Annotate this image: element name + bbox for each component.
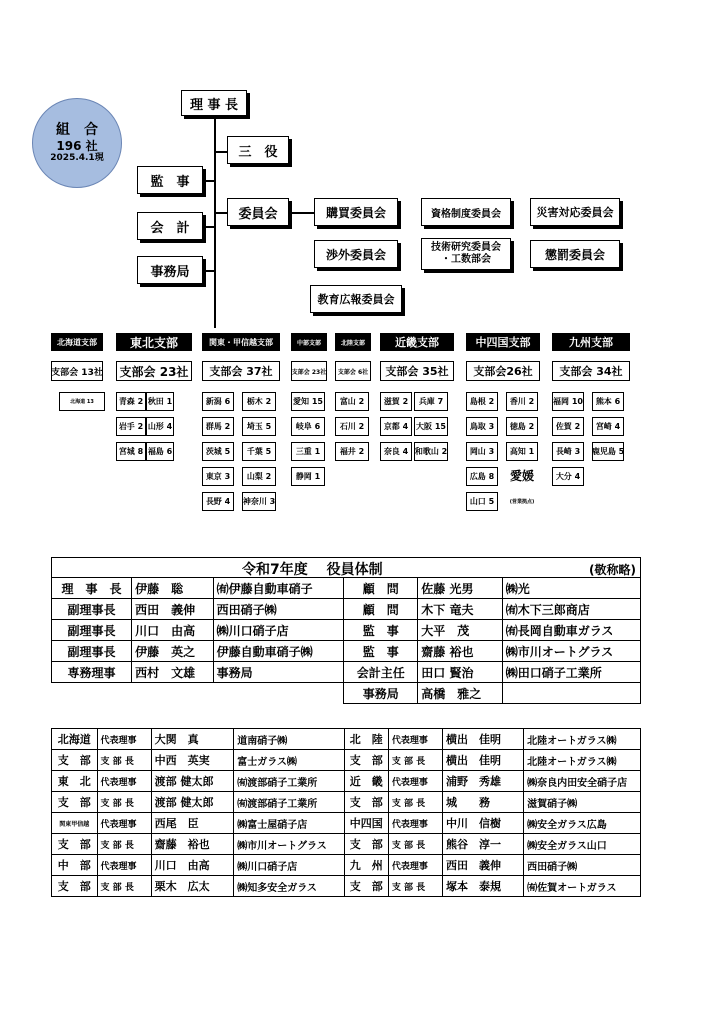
officer-cell: 高橋 雅之 xyxy=(418,683,502,704)
officer-cell: ㈱市川オートグラス xyxy=(502,641,640,662)
committee-box-tech xyxy=(421,238,511,270)
officer-cell: ㈱光 xyxy=(502,578,640,599)
officers-title-bar xyxy=(51,557,641,578)
officer-cell: 副理事長 xyxy=(52,620,132,641)
branch-officer-cell: 浦野 秀雄 xyxy=(442,771,523,792)
iinkai-box: 委員会 xyxy=(227,198,289,226)
officer-cell: 副理事長 xyxy=(52,641,132,662)
prefecture-count: 香川 2 xyxy=(506,392,538,411)
prefecture-count: 山口 5 xyxy=(466,492,498,511)
prefecture-count: 山梨 2 xyxy=(242,467,276,486)
branch-officer-cell: ㈱川口硝子店 xyxy=(234,855,344,876)
branch-officer-cell: 支 部 長 xyxy=(97,750,151,771)
branch-header: 九州支部 xyxy=(552,333,630,351)
prefecture-count: 青森 2 xyxy=(116,392,146,411)
prefecture-count: 宮崎 4 xyxy=(592,417,624,436)
org-line xyxy=(203,180,215,182)
prefecture-count: 新潟 6 xyxy=(202,392,234,411)
branch-officer-cell: 西田硝子㈱ xyxy=(524,855,641,876)
branch-officer-cell: 塚本 泰規 xyxy=(442,876,523,897)
branch-officer-cell: ㈱知多安全ガラス xyxy=(234,876,344,897)
prefecture-count: 神奈川 3 xyxy=(242,492,276,511)
officer-cell: 会計主任 xyxy=(344,662,418,683)
branch-officer-row xyxy=(52,876,641,897)
union-label: 組 合 xyxy=(56,122,98,138)
prefecture-count: 鳥取 3 xyxy=(466,417,498,436)
officer-cell: 顧 問 xyxy=(344,599,418,620)
branch-officer-cell: 代表理事 xyxy=(388,771,442,792)
branch-officer-row xyxy=(52,792,641,813)
officer-cell: 副理事長 xyxy=(52,599,132,620)
officers-table xyxy=(51,577,641,704)
officer-cell: 田口 賢治 xyxy=(418,662,502,683)
org-line xyxy=(203,226,215,228)
branch-header: 北海道支部 xyxy=(51,333,103,351)
officer-cell: ㈲伊藤自動車硝子 xyxy=(213,578,344,599)
branch-officer-cell: 道南硝子㈱ xyxy=(234,729,344,750)
branch-officer-cell: ㈱安全ガラス山口 xyxy=(524,834,641,855)
prefecture-count: 大分 4 xyxy=(552,467,584,486)
sanyaku-box: 三 役 xyxy=(227,136,289,164)
prefecture-count: 山形 4 xyxy=(146,417,174,436)
branch-officer-cell: 支 部 長 xyxy=(97,834,151,855)
branch-subcommittee: 支部会 23社 xyxy=(291,361,327,381)
union-count-badge xyxy=(32,98,122,188)
branch-officer-cell: 近 畿 xyxy=(344,771,388,792)
branch-officer-row xyxy=(52,834,641,855)
branch-officer-cell: ㈱奈良内田安全硝子店 xyxy=(524,771,641,792)
prefecture-count: 兵庫 7 xyxy=(414,392,448,411)
branch-officer-cell: ㈲渡部硝子工業所 xyxy=(234,792,344,813)
officer-cell: 佐藤 光男 xyxy=(418,578,502,599)
officer-row xyxy=(52,683,641,704)
branch-officer-cell: 支 部 xyxy=(344,792,388,813)
branch-officers-table xyxy=(51,728,641,897)
kaikei-box: 会 計 xyxy=(137,212,203,240)
branch-officer-cell: 支 部 長 xyxy=(388,792,442,813)
prefecture-count: 群馬 2 xyxy=(202,417,234,436)
branch-officer-row xyxy=(52,813,641,834)
prefecture-count: 広島 8 xyxy=(466,467,498,486)
branch-officer-cell: 齋藤 裕也 xyxy=(151,834,234,855)
branch-header: 北陸支部 xyxy=(335,333,371,351)
branch-officer-cell: 渡部 健太郎 xyxy=(151,771,234,792)
branch-officer-cell: 支 部 長 xyxy=(97,876,151,897)
org-line xyxy=(290,212,314,214)
branch-subcommittee: 支部会 13社 xyxy=(51,361,103,381)
branch-officer-cell: 川口 由高 xyxy=(151,855,234,876)
officer-cell: 伊藤 英之 xyxy=(132,641,214,662)
branch-officer-cell: ㈱市川オートグラス xyxy=(234,834,344,855)
branch-officer-cell: ㈱安全ガラス広島 xyxy=(524,813,641,834)
branch-officer-cell: 中西 英実 xyxy=(151,750,234,771)
branch-officer-cell: 横出 佳明 xyxy=(442,729,523,750)
prefecture-count: 鹿児島 5 xyxy=(592,442,624,461)
branch-officer-cell: 支 部 xyxy=(52,834,98,855)
prefecture-count: 岡山 3 xyxy=(466,442,498,461)
prefecture-count: 佐賀 2 xyxy=(552,417,584,436)
branch-header: 中部支部 xyxy=(291,333,327,351)
branch-officer-cell: 代表理事 xyxy=(97,813,151,834)
officer-cell: 齋藤 裕也 xyxy=(418,641,502,662)
branch-officer-cell: 富士ガラス㈱ xyxy=(234,750,344,771)
officer-cell: 理 事 長 xyxy=(52,578,132,599)
branch-officer-cell: ㈱富士屋硝子店 xyxy=(234,813,344,834)
officer-cell: 川口 由高 xyxy=(132,620,214,641)
officer-cell: 西村 文雄 xyxy=(132,662,214,683)
committee-box: 渉外委員会 xyxy=(314,240,398,268)
branch-officer-cell: 城 務 xyxy=(442,792,523,813)
officer-cell: 監 事 xyxy=(344,641,418,662)
branch-subcommittee: 支部会 23社 xyxy=(116,361,192,381)
prefecture-count: 栃木 2 xyxy=(242,392,276,411)
officer-row xyxy=(52,662,641,683)
branch-officer-cell: 横出 佳明 xyxy=(442,750,523,771)
org-line xyxy=(203,270,215,272)
branch-officer-cell: 支 部 長 xyxy=(388,834,442,855)
committee-box: 教育広報委員会 xyxy=(310,285,402,313)
prefecture-count: 滋賀 2 xyxy=(380,392,412,411)
prefecture-count: 埼玉 5 xyxy=(242,417,276,436)
officer-cell: 顧 問 xyxy=(344,578,418,599)
branch-officer-cell: 中 部 xyxy=(52,855,98,876)
branch-officer-cell: 支 部 xyxy=(52,792,98,813)
officer-cell: 木下 竜夫 xyxy=(418,599,502,620)
prefecture-count: 秋田 1 xyxy=(146,392,174,411)
officer-cell: ㈱川口硝子店 xyxy=(213,620,344,641)
branch-officer-cell: 支 部 xyxy=(344,750,388,771)
prefecture-count: 福井 2 xyxy=(335,442,369,461)
prefecture-count: 宮城 8 xyxy=(116,442,146,461)
branch-header: 関東・甲信越支部 xyxy=(202,333,280,351)
branch-officer-row xyxy=(52,729,641,750)
branch-officer-cell: 支 部 xyxy=(52,876,98,897)
committee-box: 資格制度委員会 xyxy=(421,198,511,226)
branch-subcommittee: 支部会 35社 xyxy=(380,361,454,381)
prefecture-count: 京都 4 xyxy=(380,417,412,436)
branch-officer-row xyxy=(52,750,641,771)
prefecture-count: 東京 3 xyxy=(202,467,234,486)
prefecture-count: 大阪 15 xyxy=(414,417,448,436)
prefecture-count: (営業拠点) xyxy=(509,499,535,505)
officer-cell xyxy=(213,683,344,704)
officer-cell xyxy=(502,683,640,704)
branch-officer-cell: 代表理事 xyxy=(97,771,151,792)
officer-cell: 伊藤自動車硝子㈱ xyxy=(213,641,344,662)
prefecture-count: 奈良 4 xyxy=(380,442,412,461)
officer-cell: 専務理事 xyxy=(52,662,132,683)
branch-officer-cell: 中川 信樹 xyxy=(442,813,523,834)
branch-subcommittee: 支部会 6社 xyxy=(335,361,371,381)
prefecture-count: 岩手 2 xyxy=(116,417,146,436)
branch-officer-cell: 栗木 広太 xyxy=(151,876,234,897)
branch-header: 中四国支部 xyxy=(466,333,540,351)
officer-row xyxy=(52,641,641,662)
officer-cell xyxy=(52,683,132,704)
branch-officer-cell: 支 部 長 xyxy=(388,750,442,771)
officer-cell: 事務局 xyxy=(213,662,344,683)
officer-cell: 伊藤 聡 xyxy=(132,578,214,599)
branch-officer-row xyxy=(52,771,641,792)
prefecture-count: 熊本 6 xyxy=(592,392,624,411)
branch-officer-cell: 支 部 長 xyxy=(97,792,151,813)
branch-officer-cell: 支 部 xyxy=(344,876,388,897)
org-line xyxy=(214,212,228,214)
officer-cell xyxy=(132,683,214,704)
org-line xyxy=(214,151,228,153)
officer-cell: 西田 義伸 xyxy=(132,599,214,620)
branch-officer-row xyxy=(52,855,641,876)
officer-row xyxy=(52,599,641,620)
prefecture-count: 静岡 1 xyxy=(291,467,325,486)
officer-cell: ㈱田口硝子工業所 xyxy=(502,662,640,683)
branch-officer-cell: 北陸オートガラス㈱ xyxy=(524,750,641,771)
prefecture-count: 愛知 15 xyxy=(291,392,325,411)
union-count: 196 社 xyxy=(56,138,98,153)
prefecture-count: 和歌山 2 xyxy=(414,442,448,461)
prefecture-count: 愛媛 xyxy=(509,469,534,483)
officers-title: 令和7年度 役員体制 xyxy=(242,562,383,578)
committee-box: 懲罰委員会 xyxy=(530,240,620,268)
prefecture-count: 石川 2 xyxy=(335,417,369,436)
officer-row xyxy=(52,620,641,641)
jimukyoku-box: 事務局 xyxy=(137,256,203,284)
branch-officer-cell: 代表理事 xyxy=(388,855,442,876)
committee-label: ・工数部会 xyxy=(441,254,491,265)
officer-cell: 西田硝子㈱ xyxy=(213,599,344,620)
officer-cell: ㈲木下三郎商店 xyxy=(502,599,640,620)
prefecture-count: 福岡 10 xyxy=(552,392,584,411)
committee-box: 購買委員会 xyxy=(314,198,398,226)
chairman-box: 理 事 長 xyxy=(181,90,247,116)
prefecture-count: 長崎 3 xyxy=(552,442,584,461)
branch-officer-cell: 代表理事 xyxy=(97,855,151,876)
officer-cell: ㈲長岡自動車ガラス xyxy=(502,620,640,641)
branch-officer-cell: 支 部 長 xyxy=(388,876,442,897)
branch-officer-cell: 西尾 臣 xyxy=(151,813,234,834)
prefecture-count: 千葉 5 xyxy=(242,442,276,461)
branch-officer-cell: 支 部 xyxy=(344,834,388,855)
branch-officer-cell: ㈲渡部硝子工業所 xyxy=(234,771,344,792)
branch-header: 近畿支部 xyxy=(380,333,454,351)
branch-officer-cell: ㈲佐賀オートガラス xyxy=(524,876,641,897)
branch-officer-cell: 代表理事 xyxy=(97,729,151,750)
prefecture-count: 徳島 2 xyxy=(506,417,538,436)
prefecture-count: 三重 1 xyxy=(291,442,325,461)
prefecture-count: 茨城 5 xyxy=(202,442,234,461)
prefecture-count: 岐阜 6 xyxy=(291,417,325,436)
officer-row xyxy=(52,578,641,599)
branch-officer-cell: 代表理事 xyxy=(388,729,442,750)
officer-cell: 監 事 xyxy=(344,620,418,641)
branch-officer-cell: 滋賀硝子㈱ xyxy=(524,792,641,813)
branch-subcommittee: 支部会 34社 xyxy=(552,361,630,381)
branch-officer-cell: 西田 義伸 xyxy=(442,855,523,876)
branch-officer-cell: 大関 真 xyxy=(151,729,234,750)
kanji-box: 監 事 xyxy=(137,166,203,194)
union-date: 2025.4.1現 xyxy=(50,153,104,164)
branch-subcommittee: 支部会 37社 xyxy=(202,361,280,381)
branch-officer-cell: 北海道 xyxy=(52,729,98,750)
branch-officer-cell: 東 北 xyxy=(52,771,98,792)
branch-header: 東北支部 xyxy=(116,333,192,351)
org-trunk-line xyxy=(214,116,216,328)
branch-officer-cell: 北 陸 xyxy=(344,729,388,750)
branch-officer-cell: 支 部 xyxy=(52,750,98,771)
officer-cell: 大平 茂 xyxy=(418,620,502,641)
branch-officer-cell: 熊谷 淳一 xyxy=(442,834,523,855)
officers-note: (敬称略) xyxy=(589,563,636,577)
branch-subcommittee: 支部会26社 xyxy=(466,361,540,381)
prefecture-count: 福島 6 xyxy=(146,442,174,461)
committee-label: 技術研究委員会 xyxy=(431,242,501,253)
prefecture-count: 長野 4 xyxy=(202,492,234,511)
branch-officer-cell: 代表理事 xyxy=(388,813,442,834)
prefecture-count: 北海道 13 xyxy=(59,392,105,411)
prefecture-count: 富山 2 xyxy=(335,392,369,411)
branch-officer-cell: 関東甲信越 xyxy=(52,813,98,834)
committee-box: 災害対応委員会 xyxy=(530,198,620,226)
branch-officer-cell: 渡部 健太郎 xyxy=(151,792,234,813)
branch-officer-cell: 中四国 xyxy=(344,813,388,834)
branch-officer-cell: 北陸オートガラス㈱ xyxy=(524,729,641,750)
officer-cell: 事務局 xyxy=(344,683,418,704)
prefecture-count: 高知 1 xyxy=(506,442,538,461)
prefecture-count: 島根 2 xyxy=(466,392,498,411)
branch-officer-cell: 九 州 xyxy=(344,855,388,876)
